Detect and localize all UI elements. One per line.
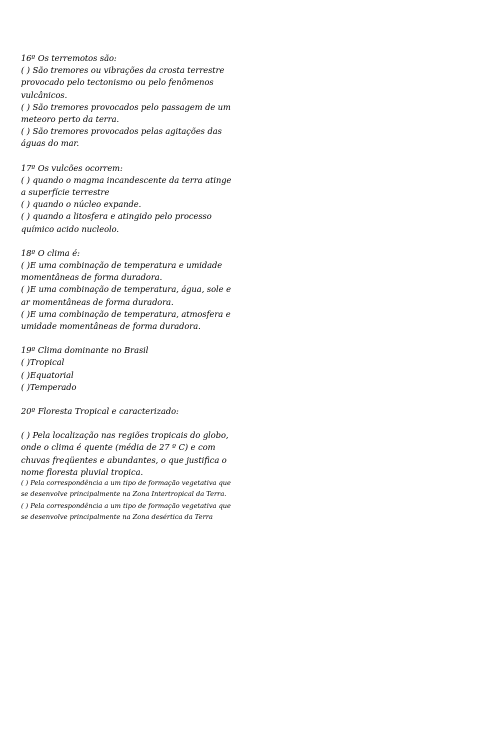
answer-option: ( ) São tremores ou vibrações da crosta terrestre provocado pelo tectonismo ou pelo fenômenos vulcânicos. [21,65,225,100]
answer-option: ( ) São tremores provocados pelas agitações das águas do mar. [21,126,222,149]
answer-option: ( )E uma combinação de temperatura, atmosfera e umidade momentâneas de forma duradora. [21,308,231,332]
question-16 [21,52,236,150]
answer-option: ( ) Pela localização nas regiões tropicais do globo, onde o clima é quente (média de 27 º C) e com chuvas freqüentes e abundantes, o que justifica o nome floresta pluvial tropica. [21,430,229,477]
answer-option: ( )Temperado [21,381,77,392]
answer-option: ( )E uma combinação de temperatura e umidade momentâneas de forma duradora. [21,260,223,283]
question-18 [21,247,236,332]
question-17 [21,162,236,235]
answer-option: ( ) São tremores provocados pelo passagem de um meteoro perto da terra. [21,101,231,125]
answer-option: ( )E uma combinação de temperatura, água, sole e ar momentâneas de forma duradora. [21,284,231,307]
answer-option: ( ) quando a litosfera e atingido pelo processo químico acido nucleolo. [21,211,212,234]
spacer [21,417,236,429]
answer-option: ( ) Pela correspondência a um tipo de formação vegetativa que se desenvolve principalmente na Zona desértica da Terra [21,501,231,521]
question-19 [21,344,236,393]
answer-option: ( ) Pela correspondência a um tipo de formação vegetativa que se desenvolve principalmente na Zona Intertropical da Terra. [21,479,231,499]
answer-option: ( ) quando o núcleo expande. [21,199,142,210]
answer-option: ( )Tropical [21,357,65,368]
answer-option: ( )Equatorial [21,369,74,380]
questionnaire [21,52,236,535]
question-title: 19º Clima dominante no Brasil [21,345,149,356]
question-title: 20º Floresta Tropical e caracterizado: [21,406,179,417]
question-title: 17º Os vulcões ocorrem: [21,162,123,173]
question-title: 18º O clima é: [21,247,80,258]
question-20 [21,405,236,523]
question-title: 16º Os terremotos são: [21,53,117,63]
answer-option: ( ) quando o magma incandescente da terra atinge a superfície terrestre [21,174,232,198]
